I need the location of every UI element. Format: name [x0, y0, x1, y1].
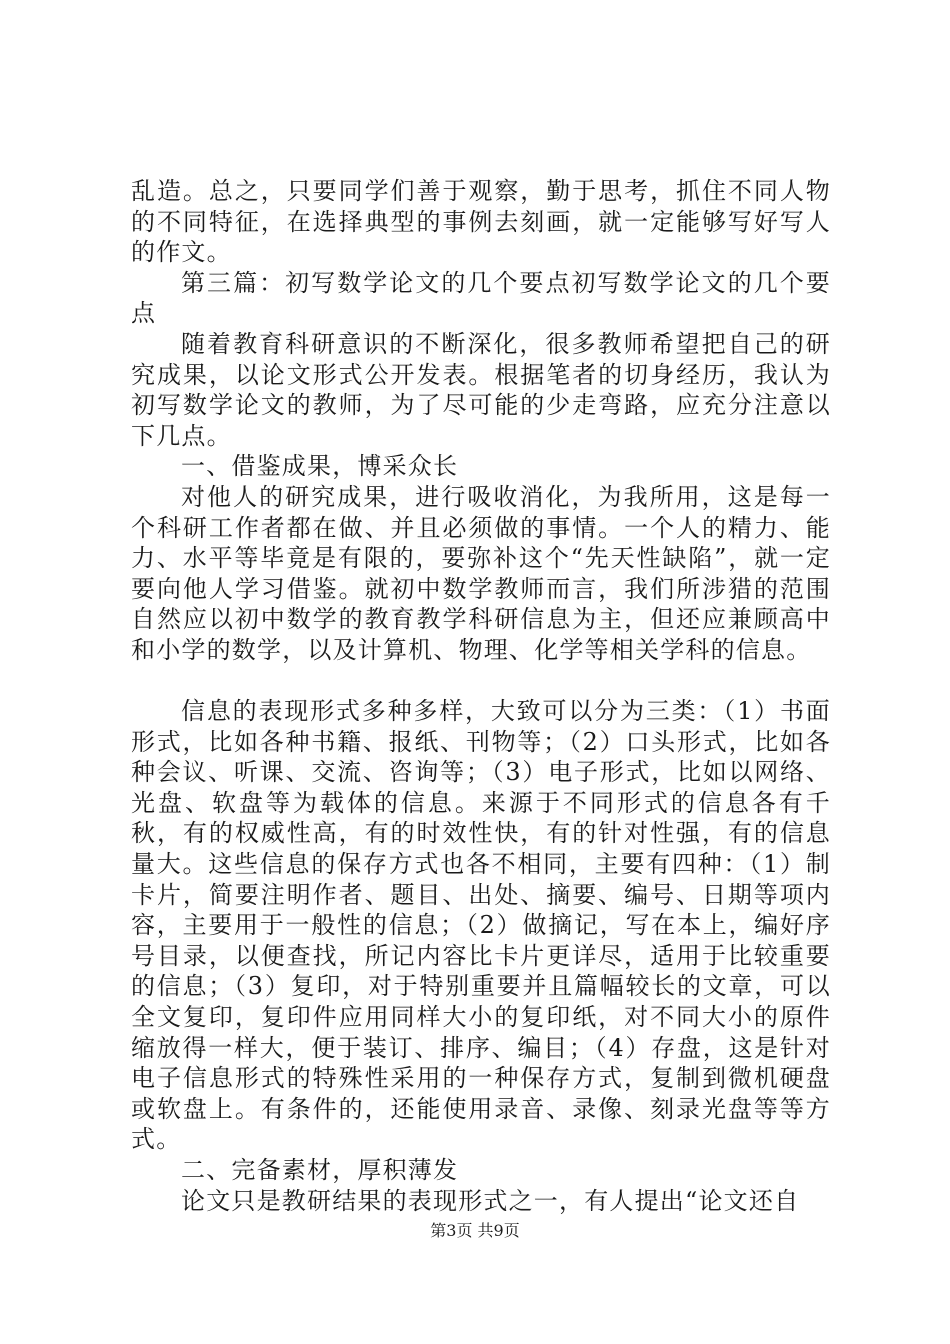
paragraph-spacer — [131, 666, 831, 697]
paragraph-body-2: 信息的表现形式多种多样，大致可以分为三类：（1）书面形式，比如各种书籍、报纸、刊物等；（2）口头形式，比如各种会议、听课、交流、咨询等；（3）电子形式，比如以网络、光盘、软盘等为载体的信息。来源于不同形式的信息各有千秋，有的权威性高，有的时效性快，有的针对性强，有的信息量大。这些信息的保存方式也各不相同，主要有四种：（1）制卡片，简要注明作者、题目、出处、摘要、编号、日期等项内容，主要用于一般性的信息；（2）做摘记，写在本上，编好序号目录，以便查找，所记内容比卡片更详尽，适用于比较重要的信息；（3）复印，对于特别重要并且篇幅较长的文章，可以全文复印，复印件应用同样大小的复印纸，对不同大小的原件缩放得一样大，便于装订、排序、编目；（4）存盘，这是针对电子信息形式的特殊性采用的一种保存方式，复制到微机硬盘或软盘上。有条件的，还能使用录音、录像、刻录光盘等等方式。 — [131, 697, 831, 1154]
document-body — [131, 176, 831, 1216]
heading-2: 二、完备素材，厚积薄发 — [181, 1156, 459, 1184]
paragraph-body-1: 对他人的研究成果，进行吸收消化，为我所用，这是每一个科研工作者都在做、并且必须做的事情。一个人的精力、能力、水平等毕竟是有限的，要弥补这个“先天性缺陷”，就一定要向他人学习借鉴。就初中数学教师而言，我们所涉猎的范围自然应以初中数学的教育教学科研信息为主，但还应兼顾高中和小学的数学，以及计算机、物理、化学等相关学科的信息。 — [131, 482, 831, 664]
page-number: 第3页 共9页 — [430, 1221, 520, 1240]
paragraph-continuation: 乱造。总之，只要同学们善于观察，勤于思考，抓住不同人物的不同特征，在选择典型的事例去刻画，就一定能够写好写人的作文。 — [131, 177, 831, 267]
heading-1: 一、借鉴成果，博采众长 — [181, 452, 459, 481]
section-title: 第三篇：初写数学论文的几个要点初写数学论文的几个要点 — [131, 268, 831, 328]
paragraph-body-3: 论文只是教研结果的表现形式之一，有人提出“论文还自 — [181, 1186, 800, 1215]
paragraph-intro: 随着教育科研意识的不断深化，很多教师希望把自己的研究成果，以论文形式公开发表。根据笔者的切身经历，我认为初写数学论文的教师，为了尽可能的少走弯路，应充分注意以下几点。 — [131, 329, 831, 450]
